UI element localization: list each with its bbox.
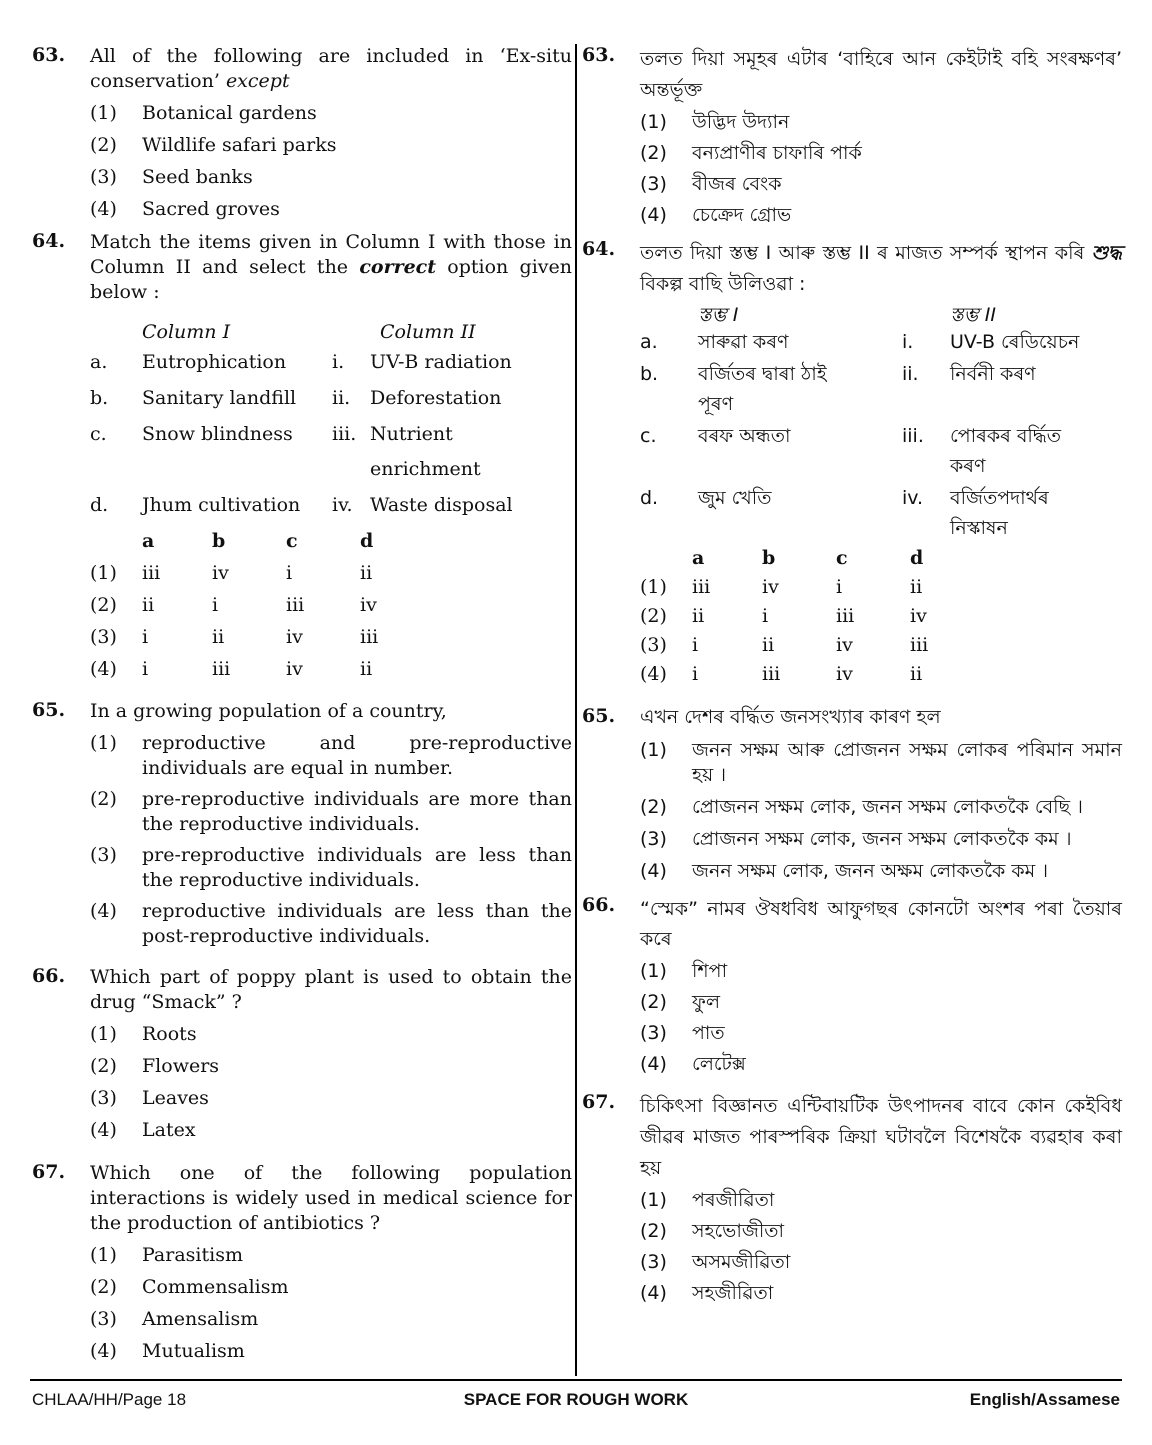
option: (3) pre-reproductive individuals are less than the reproductive individuals. xyxy=(90,844,572,891)
column-divider xyxy=(575,44,577,1376)
option: (2) Flowers xyxy=(90,1055,220,1077)
question-63 xyxy=(32,44,572,222)
option: (4) জনন সক্ষম লোক, জনন অক্ষম লোকতকৈ কম । xyxy=(640,860,1049,882)
page-code: CHLAA/HH/Page 18 xyxy=(32,1390,187,1409)
option: (4) লেটেক্স xyxy=(640,1053,746,1075)
answer-option: (1) iii iv i ii xyxy=(90,562,373,584)
option: (2) pre-reproductive individuals are more than the reproductive individuals. xyxy=(90,788,572,835)
answer-option: (1) iii iv i ii xyxy=(640,576,923,598)
match-pair: b. Sanitary landfill ii. Deforestation xyxy=(90,387,502,409)
option: (2) Commensalism xyxy=(90,1276,289,1298)
option: (1) পৰজীৱিতা xyxy=(640,1189,775,1211)
option: (1) শিপা xyxy=(640,960,728,982)
question-number: 65. xyxy=(32,699,66,721)
option: (1) জনন সক্ষম আৰু প্ৰোজনন সক্ষম লোকৰ পৰিমান সমান হয় । xyxy=(640,739,1122,786)
option: (2) ফুল xyxy=(640,991,721,1013)
language-label: English/Assamese xyxy=(969,1390,1120,1409)
option: (2) বন্যপ্ৰাণীৰ চাফাৰি পাৰ্ক xyxy=(640,142,862,164)
question-64 xyxy=(582,238,1122,691)
question-number: 65. xyxy=(582,705,616,727)
question-text: তলত দিয়া স্তম্ভ I আৰু স্তম্ভ II ৰ মাজত সম্পৰ্ক স্থাপন কৰি শুদ্ধ বিকল্প বাছি উলিওৱা : xyxy=(640,242,1122,295)
option: (4) চেক্ৰেদ গ্ৰোভ xyxy=(640,204,792,226)
option: (3) Amensalism xyxy=(90,1308,259,1330)
answer-option: (4) i iii iv ii xyxy=(640,663,923,685)
option: (3) প্ৰোজনন সক্ষম লোক, জনন সক্ষম লোকতকৈ কম । xyxy=(640,828,1072,850)
question-text: তলত দিয়া সমূহৰ এটাৰ ‘বাহিৰে আন কেইটাই বহি সংৰক্ষণৰ’ অন্তৰ্ভূক্ত xyxy=(640,48,1122,101)
question-63 xyxy=(582,44,1122,228)
option: (1) উদ্ভিদ উদ্যান xyxy=(640,111,790,133)
answer-option: (4) i iii iv ii xyxy=(90,658,373,680)
question-number: 64. xyxy=(32,230,66,252)
option: (1) Roots xyxy=(90,1023,197,1045)
question-64 xyxy=(32,230,572,689)
footer-rule xyxy=(30,1379,1122,1381)
answer-option: (2) ii i iii iv xyxy=(640,605,927,627)
option: (1) reproductive and pre-reproductive individuals are equal in number. xyxy=(90,732,572,779)
match-header: Column I Column II xyxy=(142,321,476,343)
question-number: 63. xyxy=(582,44,616,66)
match-pair: a. Eutrophication i. UV-B radiation xyxy=(90,351,512,373)
option: (3) অসমজীৱিতা xyxy=(640,1251,791,1273)
match-header: স্তম্ভ I স্তম্ভ II xyxy=(698,304,996,326)
question-65 xyxy=(32,699,572,949)
answer-header: a b c d xyxy=(142,530,374,552)
question-number: 67. xyxy=(32,1161,66,1183)
option: (3) বীজৰ বেংক xyxy=(640,173,782,195)
option: (4) Mutualism xyxy=(90,1340,245,1362)
answer-option: (3) i ii iv iii xyxy=(640,634,929,656)
question-text: Which part of poppy plant is used to obtain the drug “Smack” ? xyxy=(90,966,572,1013)
option: (2) সহভোজীতা xyxy=(640,1220,785,1242)
answer-option: (2) ii i iii iv xyxy=(90,594,377,616)
option: (3) পাত xyxy=(640,1022,725,1044)
question-65 xyxy=(582,705,1122,884)
match-pair: b. বৰ্জিতৰ দ্বাৰা ঠাই পূৰণ ii. নিৰ্বনী কৰণ xyxy=(640,363,1036,415)
question-67 xyxy=(32,1161,572,1364)
assamese-column xyxy=(582,44,1122,1306)
match-pair: c. Snow blindness iii. Nutrient enrichment xyxy=(90,423,481,480)
option: (1) Botanical gardens xyxy=(90,102,317,124)
option: (2) Wildlife safari parks xyxy=(90,134,337,156)
option: (1) Parasitism xyxy=(90,1244,243,1266)
question-number: 66. xyxy=(32,965,66,987)
question-number: 66. xyxy=(582,894,616,916)
match-pair: c. বৰফ অন্ধতা iii. পোৰকৰ বৰ্দ্ধিত কৰণ xyxy=(640,425,1062,477)
rough-work-label: SPACE FOR ROUGH WORK xyxy=(463,1390,689,1409)
option: (3) Seed banks xyxy=(90,166,253,188)
question-66 xyxy=(582,894,1122,1077)
match-pair: d. জুম খেতি iv. বৰ্জিতপদাৰ্থৰ নিস্কাষন xyxy=(640,487,1049,539)
option: (3) Leaves xyxy=(90,1087,209,1109)
match-pair: a. সাৰুৱা কৰণ i. UV-B ৰেডিয়েচন xyxy=(640,331,1080,353)
option: (2) প্ৰোজনন সক্ষম লোক, জনন সক্ষম লোকতকৈ বেছি । xyxy=(640,796,1083,818)
english-column xyxy=(32,44,572,1364)
question-text: চিকিৎসা বিজ্ঞানত এন্টিবায়টিক উৎপাদনৰ বাবে কোন কেইবিধ জীৱৰ মাজত পাৰস্পৰিক ক্ৰিয়া ঘটাবলৈ বিশেষকৈ ব্যৱহাৰ কৰা হয় xyxy=(640,1095,1122,1179)
match-pair: d. Jhum cultivation iv. Waste disposal xyxy=(90,494,513,516)
question-66 xyxy=(32,965,572,1143)
question-text: এখন দেশৰ বৰ্দ্ধিত জনসংখ্যাৰ কাৰণ হল xyxy=(640,706,941,728)
question-number: 63. xyxy=(32,44,66,66)
question-text: Match the items given in Column I with those in Column II and select the correct option given below : xyxy=(90,231,573,303)
question-67 xyxy=(582,1091,1122,1306)
answer-header: a b c d xyxy=(692,547,924,569)
question-text: In a growing population of a country, xyxy=(90,700,447,722)
option: (4) সহজীৱিতা xyxy=(640,1282,774,1304)
question-number: 67. xyxy=(582,1091,616,1113)
question-text: “স্মেক” নামৰ ঔষধবিধ আফুগছৰ কোনটো অংশৰ পৰা তৈয়াৰ কৰে xyxy=(640,898,1122,950)
option: (4) Latex xyxy=(90,1119,196,1141)
question-text: Which one of the following population interactions is widely used in medical science for the production of antibiotics ? xyxy=(90,1162,572,1234)
option: (4) reproductive individuals are less than the post-reproductive individuals. xyxy=(90,900,572,947)
option: (4) Sacred groves xyxy=(90,198,280,220)
question-text: All of the following are included in ‘Ex-situ conservation’ except xyxy=(90,45,572,92)
answer-option: (3) i ii iv iii xyxy=(90,626,379,648)
question-number: 64. xyxy=(582,238,616,260)
